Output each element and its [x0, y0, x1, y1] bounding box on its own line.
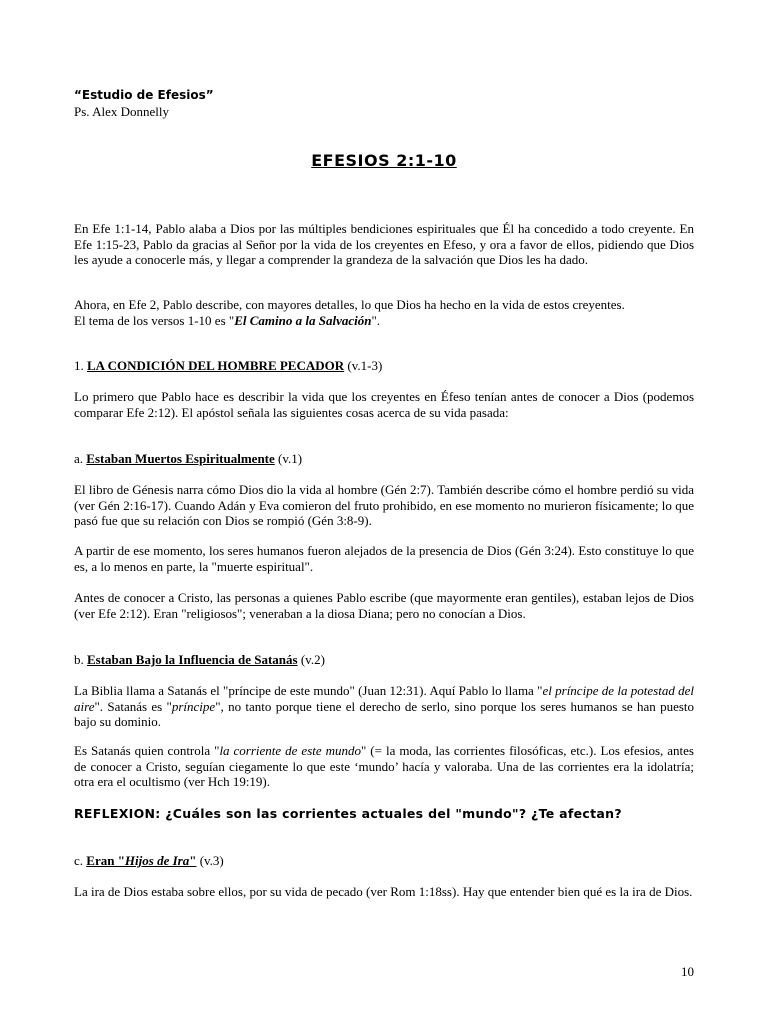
intro-text-line2	[74, 313, 694, 329]
subsection-text: Antes de conocer a Cristo, las personas a quienes Pablo escribe (que mayormente eran gentiles), estaban lejos de Dios (ver Efe 2:12). Eran "religiosos"; veneraban a la diosa Diana; pero no conocían a Dios.	[74, 590, 694, 621]
subsection-heading: Estaban Bajo la Influencia de Satanás	[87, 652, 298, 667]
subsection-heading	[86, 853, 196, 868]
subsection-b-heading	[74, 652, 694, 668]
subsection-heading-line	[74, 853, 694, 869]
subsection-b-paragraph-2	[74, 743, 694, 790]
subsection-text: El libro de Génesis narra cómo Dios dio la vida al hombre (Gén 2:7). También describe cómo el hombre perdió su vida (ver Gén 2:16-17). Cuando Adán y Eva comieron del fruto prohibido, en ese momento no murieron físicamente; lo que pasó fue que su relación con Dios se rompió (Gén 3:8-9).	[74, 482, 694, 528]
heading-run: Eran "	[86, 853, 125, 868]
section-heading-line	[74, 358, 694, 374]
text-run: ". Satanás es "	[94, 698, 172, 714]
subsection-letter: b.	[74, 652, 87, 667]
reflection-block	[74, 806, 694, 822]
subsection-text: La ira de Dios estaba sobre ellos, por su vida de pecado (ver Rom 1:18ss). Hay que entender bien qué es la ira de Dios.	[74, 884, 693, 899]
page-number: 10	[681, 964, 694, 979]
subsection-a-heading	[74, 451, 694, 467]
quote-emphasis: el príncipe de la potestad del aire	[74, 683, 694, 714]
intro-text-post: ".	[371, 312, 381, 328]
theme-emphasis: El Camino a la Salvación	[234, 312, 372, 328]
study-title: “Estudio de Efesios”	[74, 88, 214, 102]
heading-run: "	[189, 853, 197, 868]
text-run: " (= la moda, las corrientes filosóficas, etc.). Los efesios, antes de conocer a Cristo, seguían ciegamente lo que este ‘mundo’ hacía y valoraba. Una de las corrientes era la idolatría; otra era el ocultismo (ver Hch 19:19).	[74, 743, 694, 789]
section-1-heading	[74, 358, 694, 374]
subsection-letter: a.	[74, 451, 87, 466]
intro-text-line1: Ahora, en Efe 2, Pablo describe, con mayores detalles, lo que Dios ha hecho en la vida de estos creyentes.	[74, 297, 625, 312]
section-heading: LA CONDICIÓN DEL HOMBRE PECADOR	[87, 358, 345, 373]
subsection-c-heading	[74, 853, 694, 869]
subsection-text	[74, 683, 694, 730]
subsection-text: A partir de ese momento, los seres humanos fueron alejados de la presencia de Dios (Gén 3:24). Esto constituye lo que es, a lo menos en parte, la "muerte espiritual".	[74, 543, 694, 574]
text-run: La Biblia llama a Satanás el "príncipe de este mundo" (Juan 12:31). Aquí Pablo lo llama "	[74, 683, 543, 698]
subsection-b-paragraph-1	[74, 683, 694, 730]
subsection-letter: c.	[74, 853, 87, 868]
subsection-ref: (v.1)	[274, 451, 303, 466]
section-number: 1.	[74, 358, 87, 373]
heading-emphasis: Hijos de Ira	[124, 853, 190, 868]
subsection-heading-line	[74, 652, 694, 668]
subsection-heading-line	[74, 451, 694, 467]
intro-text-pre: El tema de los versos 1-10 es "	[74, 312, 235, 328]
subsection-a-paragraph-3	[74, 590, 694, 621]
reflection-question: REFLEXION: ¿Cuáles son las corrientes actuales del "mundo"? ¿Te afectan?	[74, 806, 622, 821]
subsection-c-paragraph-1	[74, 884, 694, 900]
author-name: Ps. Alex Donnelly	[74, 103, 169, 119]
section-text: Lo primero que Pablo hace es describir la vida que los creyentes en Éfeso tenían antes de conocer a Dios (podemos comparar Efe 2:12). El apóstol señala las siguientes cosas acerca de su vida pasada:	[74, 389, 694, 420]
subsection-ref: (v.3)	[196, 853, 224, 868]
subsection-text	[74, 743, 694, 790]
quote-emphasis: la corriente de este mundo	[219, 743, 362, 758]
section-ref: (v.1-3)	[344, 358, 383, 373]
document-header	[74, 88, 694, 119]
text-run: ", no tanto porque tiene el derecho de serlo, sino porque los seres humanos se han puesto bajo su dominio.	[74, 698, 695, 729]
subsection-heading: Estaban Muertos Espiritualmente	[86, 451, 275, 466]
intro-paragraph-1	[74, 221, 694, 268]
page-title: EFESIOS 2:1-10	[311, 151, 457, 170]
intro-paragraph-2	[74, 297, 694, 328]
intro-text: En Efe 1:1-14, Pablo alaba a Dios por las múltiples bendiciones espirituales que Él ha concedido a todo creyente. En Efe 1:15-23, Pablo da gracias al Señor por la vida de los creyentes en Efeso, y ora a favor de ellos, pidiendo que Dios les ayude a conocerle más, y llegar a comprender la grandeza de la salvación que Dios les ha dado.	[74, 221, 694, 267]
subsection-ref: (v.2)	[297, 652, 325, 667]
subsection-a-paragraph-2	[74, 543, 694, 574]
subsection-a-paragraph-1	[74, 482, 694, 529]
text-run: Es Satanás quien controla "	[74, 743, 220, 758]
quote-emphasis: príncipe	[171, 698, 216, 714]
section-1-paragraph	[74, 389, 694, 420]
